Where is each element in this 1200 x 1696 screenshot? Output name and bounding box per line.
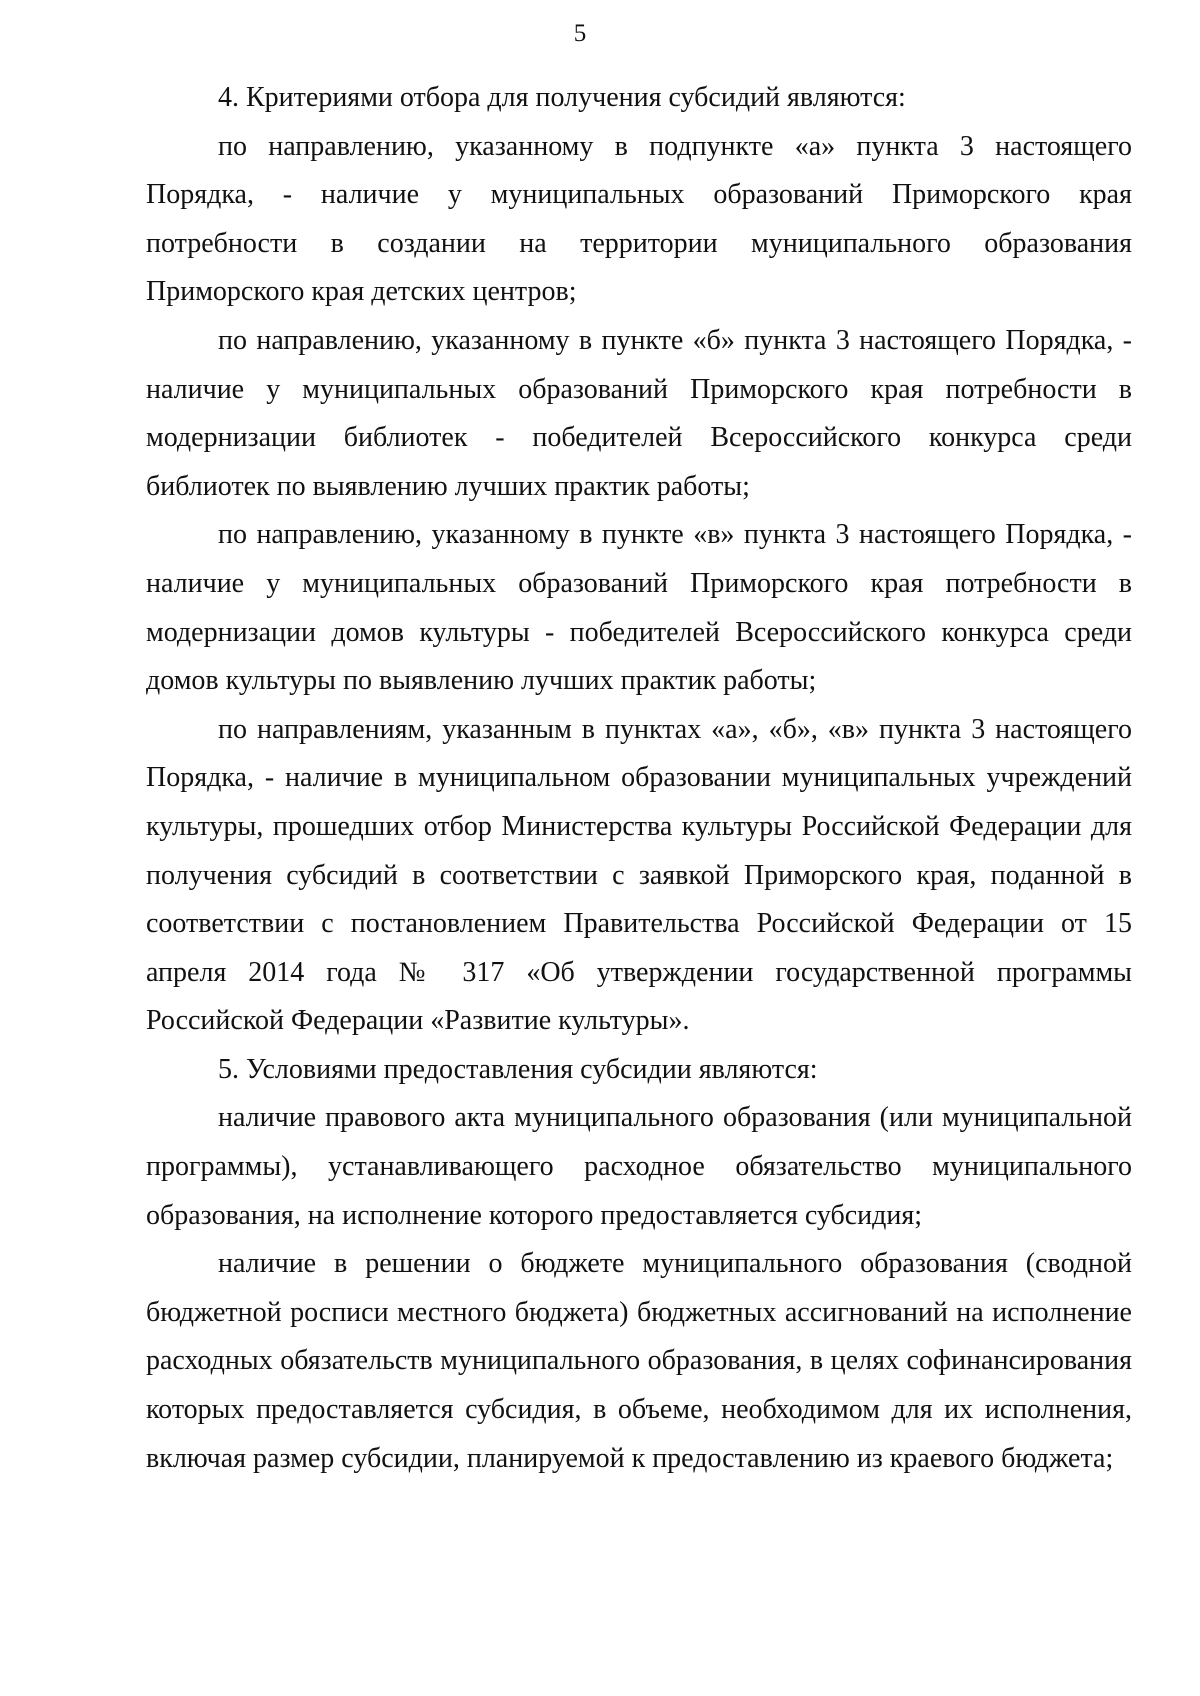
- criterion-paragraph-all: по направлениям, указанным в пунктах «а», «б», «в» пункта 3 настоящего Порядка, - наличие в муниципальном образовании муниципальных учреждений культуры, прошедших отбор Министерства культуры Российской Федерации для получения субсидий в соответствии с заявкой Приморского края, поданной в соответствии с постановлением Правительства Российской Федерации от 15 апреля 2014 года № 317 «Об утверждении государственной программы Российской Федерации «Развитие культуры».: [146, 713, 1132, 1037]
- condition-paragraph-legal-act: наличие правового акта муниципального образования (или муниципальной программы), устанавливающего расходное обязательство муниципального образования, на исполнение которого предоставляется субсидия;: [146, 1102, 1132, 1231]
- criterion-paragraph-v: по направлению, указанному в пункте «в» пункта 3 настоящего Порядка, - наличие у муниципальных образований Приморского края потребности в модернизации домов культуры - победителей Всероссийского конкурса среди домов культуры по выявлению лучших практик работы;: [146, 519, 1132, 697]
- section-5-heading: 5. Условиями предоставления субсидии являются:: [218, 1053, 818, 1085]
- criterion-paragraph-b: по направлению, указанному в пункте «б» пункта 3 настоящего Порядка, - наличие у муниципальных образований Приморского края потребности в модернизации библиотек - победителей Всероссийского конкурса среди библиотек по выявлению лучших практик работы;: [146, 324, 1132, 502]
- section-4-heading: 4. Критериями отбора для получения субсидий являются:: [218, 82, 906, 113]
- condition-paragraph-budget: наличие в решении о бюджете муниципального образования (сводной бюджетной росписи местного бюджета) бюджетных ассигнований на исполнение расходных обязательств муниципального образования, в целях софинансирования которых предоставляется субсидия, в объеме, необходимом для их исполнения, включая размер субсидии, планируемой к предоставлению из краевого бюджета;: [146, 1248, 1132, 1474]
- page-number: 5: [573, 20, 587, 47]
- document-body: [146, 74, 1132, 1483]
- criterion-paragraph-a: по направлению, указанному в подпункте «а» пункта 3 настоящего Порядка, - наличие у муниципальных образований Приморского края потребности в создании на территории муниципального образования Приморского края детских центров;: [146, 130, 1132, 308]
